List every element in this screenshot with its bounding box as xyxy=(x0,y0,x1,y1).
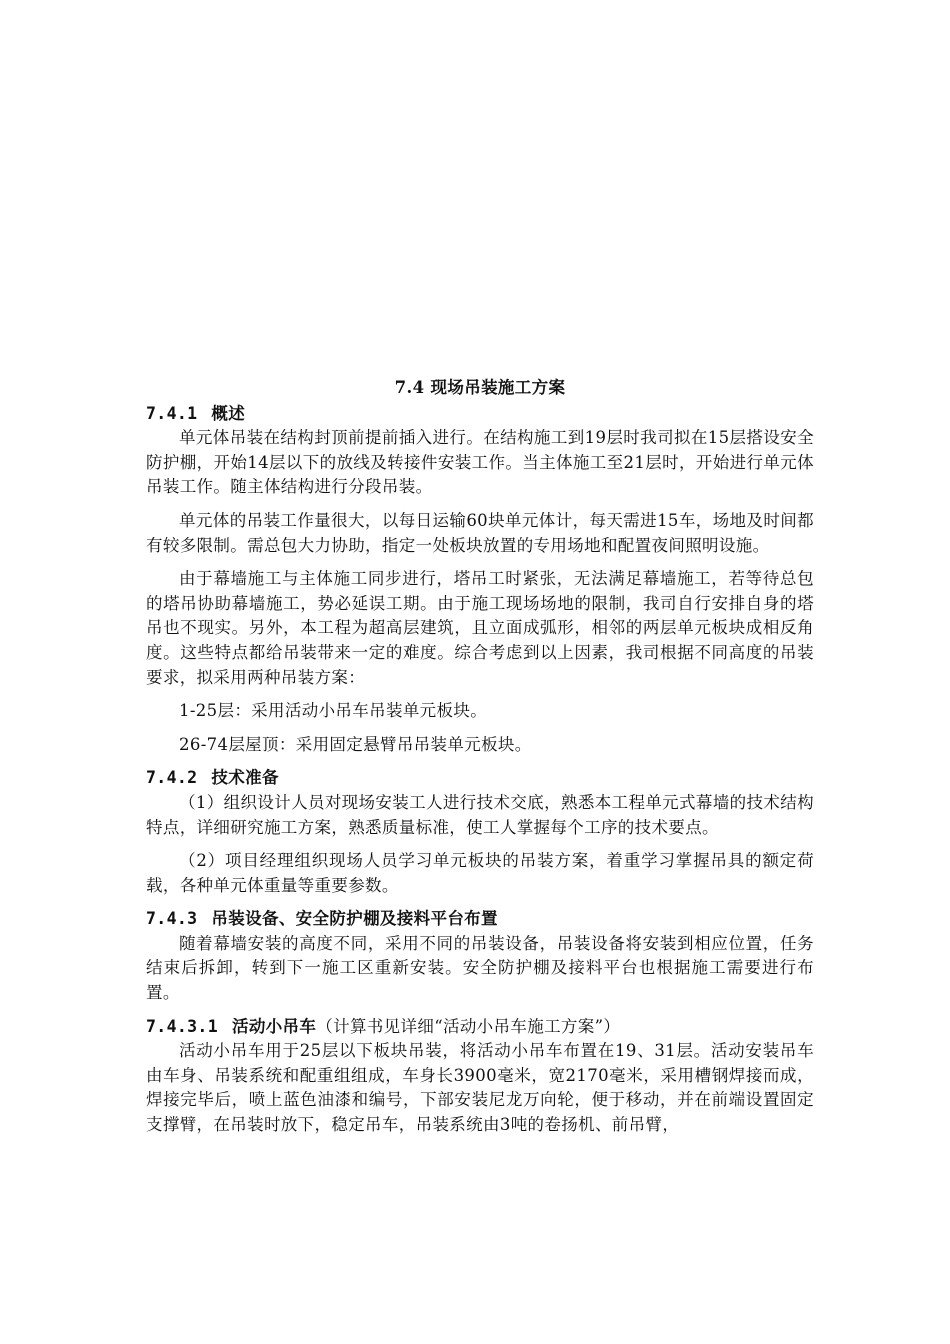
paragraph: （1）组织设计人员对现场安装工人进行技术交底，熟悉本工程单元式幕墙的技术结构特点，详细研究施工方案，熟悉质量标准，使工人掌握每个工序的技术要点。 xyxy=(146,792,814,837)
paragraph: 单元体的吊装工作量很大，以每日运输60块单元体计，每天需进15车，场地及时间都有较多限制。需总包大力协助，指定一处板块放置的专用场地和配置夜间照明设施。 xyxy=(146,510,814,555)
paragraph: （2）项目经理组织现场人员学习单元板块的吊装方案，着重学习掌握吊具的额定荷载，各种单元体重量等重要参数。 xyxy=(146,851,814,895)
heading-number: 7.4.3 xyxy=(146,909,198,929)
document-page xyxy=(146,376,814,1147)
paragraph: 由于幕墙施工与主体施工同步进行，塔吊工时紧张，无法满足幕墙施工，若等待总包的塔吊协助幕墙施工，势必延误工期。由于施工现场场地的限制，我司自行安排自身的塔吊也不现实。另外，本工程为超高层建筑，且立面成弧形，相邻的两层单元板块成相反角度。这些特点都给吊装带来一定的难度。综合考虑到以上因素，我司根据不同高度的吊装要求，拟采用两种吊装方案： xyxy=(146,569,814,687)
heading-7-4-3 xyxy=(146,907,814,932)
paragraph: 活动小吊车用于25层以下板块吊装，将活动小吊车布置在19、31层。活动安装吊车由车身、吊装系统和配重组组成，车身长3900毫米，宽2170毫米，采用槽钢焊接而成，焊接完毕后，喷上蓝色油漆和编号，下部安装尼龙万向轮，便于移动，并在前端设置固定支撑臂，在吊装时放下，稳定吊车，吊装系统由3吨的卷扬机、前吊臂， xyxy=(146,1041,814,1135)
heading-number: 7.4.1 xyxy=(146,403,198,423)
heading-text: 活动小吊车 xyxy=(232,1016,317,1036)
heading-note: （计算书见详细“活动小吊车施工方案”） xyxy=(316,1016,621,1036)
paragraph: 随着幕墙安装的高度不同，采用不同的吊装设备，吊装设备将安装到相应位置，任务结束后拆卸，转到下一施工区重新安装。安全防护棚及接料平台也根据施工需要进行布置。 xyxy=(146,933,814,1003)
heading-7-4-1 xyxy=(146,402,814,427)
heading-7-4-3-1 xyxy=(146,1015,814,1040)
heading-text: 概述 xyxy=(211,403,246,423)
section-title: 7.4 现场吊装施工方案 xyxy=(394,378,566,397)
heading-text: 吊装设备、安全防护棚及接料平台布置 xyxy=(211,909,498,929)
heading-number: 7.4.3.1 xyxy=(146,1016,218,1036)
paragraph: 26-74层屋顶：采用固定悬臂吊吊装单元板块。 xyxy=(179,734,532,754)
heading-7-4-2 xyxy=(146,766,814,791)
heading-text: 技术准备 xyxy=(211,768,279,788)
paragraph: 单元体吊装在结构封顶前提前插入进行。在结构施工到19层时我司拟在15层搭设安全防护棚，开始14层以下的放线及转接件安装工作。当主体施工至21层时，开始进行单元体吊装工作。随主体结构进行分段吊装。 xyxy=(146,428,814,497)
paragraph: 1-25层：采用活动小吊车吊装单元板块。 xyxy=(179,701,488,721)
heading-number: 7.4.2 xyxy=(146,768,198,788)
